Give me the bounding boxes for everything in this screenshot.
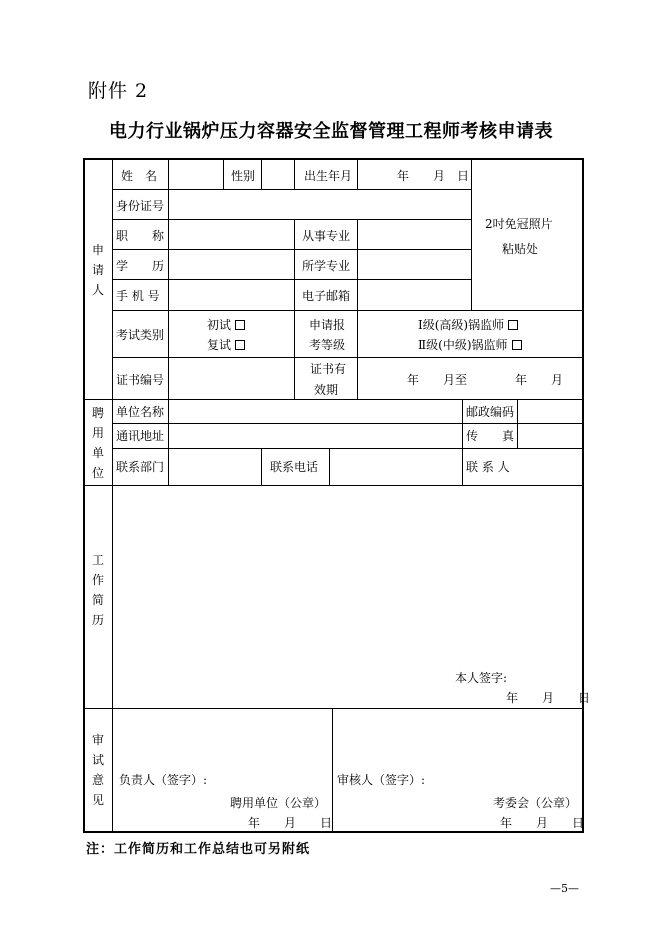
rule — [85, 399, 584, 400]
review-right-seal: 考委会（公章） — [493, 796, 578, 810]
level-1-label: Ⅰ级(高级)锅监师 — [418, 318, 505, 332]
rule — [471, 160, 472, 310]
birth-value: 年 月 日 — [397, 169, 470, 183]
section-label-resume: 工 作 简 历 — [91, 553, 104, 627]
rule — [85, 485, 584, 486]
checkbox[interactable] — [235, 320, 245, 330]
section-label-employer: 聘 用 单 位 — [91, 406, 104, 480]
rule — [168, 160, 169, 399]
studied-major-label: 所学专业 — [302, 259, 351, 273]
rule — [85, 708, 584, 709]
exam-repeat-label: 复试 — [207, 338, 232, 352]
rule — [462, 399, 463, 485]
rule — [261, 160, 262, 189]
apply-level-label-2: 考等级 — [309, 338, 346, 352]
education-label: 学 历 — [116, 259, 165, 273]
name-label: 姓 名 — [121, 169, 158, 183]
exam-initial-label: 初试 — [207, 318, 232, 332]
form-title: 电力行业锅炉压力容器安全监督管理工程师考核申请表 — [109, 121, 553, 142]
rule — [329, 448, 330, 485]
cert-no-label: 证书编号 — [116, 373, 165, 387]
email-label: 电子邮箱 — [302, 289, 351, 303]
level-2-option[interactable] — [418, 338, 522, 352]
rule — [112, 160, 113, 833]
review-left-seal: 聘用单位（公章） — [230, 796, 327, 810]
rule — [112, 219, 471, 220]
rule — [112, 249, 471, 250]
rule — [112, 279, 471, 280]
level-1-option[interactable] — [418, 318, 518, 332]
level-2-label: Ⅱ级(中级)锅监师 — [418, 338, 508, 352]
exam-type-label: 考试类别 — [116, 328, 165, 342]
id-label: 身份证号 — [116, 199, 165, 213]
rule — [168, 399, 169, 485]
photo-label-line2: 粘贴处 — [502, 242, 539, 256]
rule — [112, 423, 584, 424]
checkbox[interactable] — [508, 320, 518, 330]
postcode-label: 邮政编码 — [466, 405, 515, 419]
cert-valid-label-2: 效期 — [314, 383, 339, 397]
cert-valid-value: 年 月至 年 月 — [407, 373, 564, 387]
rule — [112, 189, 471, 190]
footnote: 注：工作简历和工作总结也可另附纸 — [86, 842, 311, 857]
rule — [112, 357, 584, 358]
tel-label: 联系电话 — [270, 460, 319, 474]
resume-sign-label: 本人签字: — [455, 671, 508, 685]
rule — [223, 160, 224, 189]
review-left-date: 年 月 日 — [248, 816, 333, 830]
review-left-sign: 负责人（签字）: — [119, 773, 208, 787]
review-right-date: 年 月 日 — [500, 816, 585, 830]
section-label-review: 审 试 意 见 — [91, 733, 104, 807]
cert-valid-label-1: 证书有 — [310, 362, 347, 376]
contact-label: 联 系 人 — [466, 460, 510, 474]
major-label: 从事专业 — [302, 229, 351, 243]
address-label: 通讯地址 — [116, 429, 165, 443]
rule — [357, 160, 358, 189]
section-label-applicant: 申 请 人 — [91, 243, 104, 297]
resume-date: 年 月 日 — [506, 691, 591, 705]
checkbox[interactable] — [235, 340, 245, 350]
rule — [294, 160, 295, 189]
page-number: —5— — [550, 882, 579, 895]
unit-name-label: 单位名称 — [116, 405, 165, 419]
rule — [294, 310, 295, 399]
application-form-table — [83, 158, 591, 833]
dept-label: 联系部门 — [116, 460, 165, 474]
exam-initial-option[interactable] — [207, 318, 245, 332]
title-label: 职 称 — [116, 229, 165, 243]
rule — [357, 310, 358, 399]
exam-repeat-option[interactable] — [207, 338, 245, 352]
rule — [294, 219, 295, 310]
gender-label: 性别 — [231, 169, 256, 183]
photo-label-line1: 2吋免冠照片 — [485, 217, 553, 231]
rule — [332, 708, 333, 833]
fax-label: 传 真 — [466, 429, 515, 443]
rule — [357, 219, 358, 310]
checkbox[interactable] — [512, 340, 522, 350]
rule — [112, 310, 584, 311]
rule — [517, 399, 518, 448]
rule — [112, 448, 584, 449]
apply-level-label-1: 申请报 — [309, 318, 346, 332]
review-right-sign: 审核人（签字）: — [337, 773, 426, 787]
attachment-label: 附件 2 — [88, 80, 149, 102]
birth-label: 出生年月 — [304, 169, 353, 183]
phone-label: 手 机 号 — [116, 289, 160, 303]
rule — [261, 448, 262, 485]
